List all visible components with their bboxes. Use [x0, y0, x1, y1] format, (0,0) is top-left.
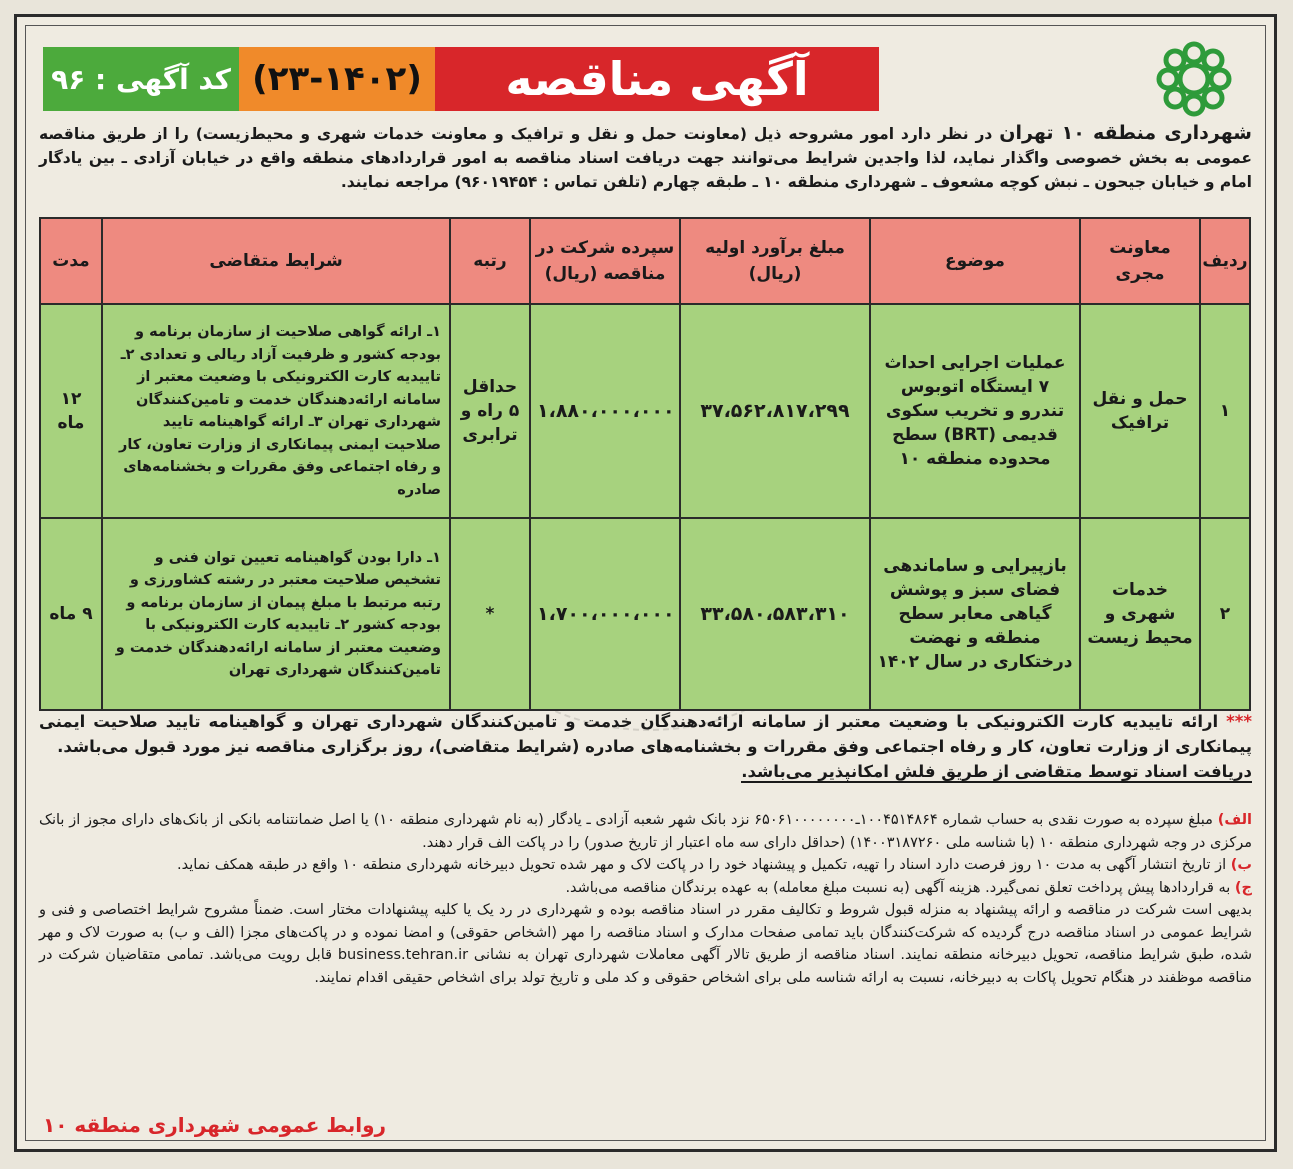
- cell-estimate: ۳۷،۵۶۲،۸۱۷،۲۹۹: [680, 304, 870, 518]
- header-duration: مدت: [40, 218, 102, 304]
- general-terms: بدیهی است شرکت در مناقصه و ارائه پیشنهاد به منزله قبول شروط و تکالیف مقرر در اسناد مناقصه بوده و شهرداری در رد یک یا کلیه پیشنهادات مختار است. ضمناً مشروح شرایط اختصاصی و فنی و شرایط عمومی در اسناد مناقصه درج گردیده که شرکت‌کنندگان باید تمامی صفحات مدارک و اسناد مناقصه را مهر (اشخاص حقوقی) و امضا نموده و در پاکت‌های مجزا (الف و ب) به صورت لاک و مهر شده، طبق شرایط مناقصه، تحویل دبیرخانه منطقه نمایند. اسناد مناقصه از طریق تالار آگهی معاملات شهرداری تهران به نشانی business.tehran.ir قابل رویت می‌باشد. تمامی متقاضیان شرکت در مناقصه موظفند در هنگام تحویل پاکات به دبیرخانه، نسبت به ارائه شناسه ملی برای اشخاص حقوقی و کد ملی و تاریخ تولد برای اشخاص حقیقی اقدام نمایند.: [39, 902, 1252, 986]
- cell-subject: عملیات اجرایی احداث ۷ ایستگاه اتوبوس تندرو و تخریب سکوی قدیمی (BRT) سطح محدوده منطقه ۱۰: [870, 304, 1080, 518]
- header-deputy: معاونت مجری: [1080, 218, 1200, 304]
- cell-grade: حداقل ۵ راه و ترابری: [450, 304, 530, 518]
- public-relations-signature: روابط عمومی شهرداری منطقه ۱۰: [43, 1113, 387, 1137]
- cell-deputy: خدمات شهری و محیط زیست: [1080, 518, 1200, 710]
- header-estimate: مبلغ برآورد اولیه (ریال): [680, 218, 870, 304]
- term-a-text: مبلغ سپرده به صورت نقدی به حساب شماره ۱۰۰۴۵۱۴۸۶۴ـ۶۵۰۶۱۰۰۰۰۰۰۰۰ نزد بانک شهر شعبه آزادی ـ یادگار (به نام شهرداری منطقه ۱۰) یا اصل ضمانتنامه بانکی از بانک‌های دارای مجوز از بانک مرکزی در وجه شهرداری منطقه ۱۰ (با شناسه ملی ۱۴۰۰۳۱۸۷۲۶۰) (حداقل دارای سه ماه اعتبار از تاریخ صدور) را در پاکت الف قرار دهند.: [39, 812, 1252, 851]
- table-header-row: [40, 218, 1250, 304]
- note-stars: ***: [1226, 712, 1252, 731]
- intro-paragraph: [39, 121, 1252, 194]
- term-c: [39, 877, 1252, 900]
- cell-row-number: ۱: [1200, 304, 1250, 518]
- term-c-label: ج): [1234, 879, 1252, 896]
- cell-duration: ۹ ماه: [40, 518, 102, 710]
- cell-estimate: ۳۳،۵۸۰،۵۸۳،۳۱۰: [680, 518, 870, 710]
- ad-code: کد آگهی : ۹۶: [43, 47, 239, 111]
- tender-ad-page: [14, 14, 1277, 1152]
- header-row-number: ردیف: [1200, 218, 1250, 304]
- cell-deputy: حمل و نقل ترافیک: [1080, 304, 1200, 518]
- header-subject: موضوع: [870, 218, 1080, 304]
- intro-text: در نظر دارد امور مشروحه ذیل (معاونت حمل و نقل و ترافیک و معاونت خدمات شهری و محیط‌زیست) را از طریق مناقصه عمومی به بخش خصوصی واگذار نماید، لذا واجدین شرایط می‌توانند جهت دریافت اسناد مناقصه به امور قراردادهای منطقه واقع در خیابان آزادی ـ بین یادگار امام و خیابان جیحون ـ نبش کوچه مشعوف ـ شهرداری منطقه ۱۰ ـ طبقه چهارم (تلفن تماس : ۹۶۰۱۹۴۵۴) مراجعه نمایند.: [39, 125, 1252, 191]
- cell-subject: بازپیرایی و ساماندهی فضای سبز و پوشش گیاهی معابر سطح منطقه و نهضت درختکاری در سال ۱۴۰۲: [870, 518, 1080, 710]
- cell-conditions: ۱ـ ارائه گواهی صلاحیت از سازمان برنامه و بودجه کشور و ظرفیت آزاد ریالی و تعدادی ۲ـ تاییدیه کارت الکترونیکی با وضعیت معتبر از سامانه ارائه‌دهندگان خدمت و تامین‌کنندگان شهرداری تهران ۳ـ ارائه گواهینامه تایید صلاحیت ایمنی پیمانکاری از وزارت تعاون، کار و رفاه اجتماعی وفق مقررات و بخشنامه‌های صادره: [102, 304, 450, 518]
- cell-duration: ۱۲ ماه: [40, 304, 102, 518]
- term-c-text: به قراردادها پیش پرداخت تعلق نمی‌گیرد. هزینه آگهی (به نسبت مبلغ معامله) به عهده برندگان مناقصه می‌باشد.: [565, 879, 1231, 896]
- terms-body: [39, 809, 1252, 989]
- term-a-label: الف): [1217, 812, 1252, 828]
- flash-note: دریافت اسناد توسط متقاضی از طریق فلش امکانپذیر می‌باشد.: [741, 762, 1252, 781]
- ad-title: آگهی مناقصه: [435, 47, 879, 111]
- cell-row-number: ۲: [1200, 518, 1250, 710]
- tender-number: (۲۳-۱۴۰۲): [239, 47, 435, 111]
- note-text: ارائه تاییدیه کارت الکترونیکی با وضعیت معتبر از سامانه ارائه‌دهندگان خدمت و تامین‌کنندگان شهرداری تهران و گواهینامه تایید صلاحیت ایمنی پیمانکاری از وزارت تعاون، کار و رفاه اجتماعی وفق مقررات و بخشنامه‌های صادره (شرایط متقاضی)، روز برگزاری مناقصه نیز مورد قبول می‌باشد.: [39, 712, 1252, 756]
- term-b: [39, 854, 1252, 877]
- cell-grade: *: [450, 518, 530, 710]
- term-b-label: ب): [1230, 857, 1252, 873]
- notes-block: [39, 709, 1252, 784]
- cell-conditions: ۱ـ دارا بودن گواهینامه تعیین توان فنی و تشخیص صلاحیت معتبر در رشته کشاورزی و رتبه مرتبط با مبلغ پیمان از سازمان برنامه و بودجه کشور ۲ـ تاییدیه کارت الکترونیکی با وضعیت معتبر از سامانه ارائه‌دهندگان خدمت و تامین‌کنندگان شهرداری تهران: [102, 518, 450, 710]
- cell-deposit: ۱،۸۸۰،۰۰۰،۰۰۰: [530, 304, 680, 518]
- table-row: [40, 304, 1250, 518]
- organization-name: شهرداری منطقه ۱۰ تهران: [999, 122, 1252, 144]
- tender-table: [39, 217, 1251, 711]
- header-conditions: شرایط متقاضی: [102, 218, 450, 304]
- term-b-text: از تاریخ انتشار آگهی به مدت ۱۰ روز فرصت دارد اسناد را تهیه، تکمیل و پیشنهاد خود را در پاکت لاک و مهر شده تحویل دبیرخانه شهرداری منطقه ۱۰ واقع در طبقه همکف نماید.: [177, 857, 1227, 873]
- cell-deposit: ۱،۷۰۰،۰۰۰،۰۰۰: [530, 518, 680, 710]
- table-row: [40, 518, 1250, 710]
- term-a: [39, 809, 1252, 854]
- header-deposit: سپرده شرکت در مناقصه (ریال): [530, 218, 680, 304]
- header-grade: رتبه: [450, 218, 530, 304]
- municipality-logo-icon: [1154, 39, 1234, 119]
